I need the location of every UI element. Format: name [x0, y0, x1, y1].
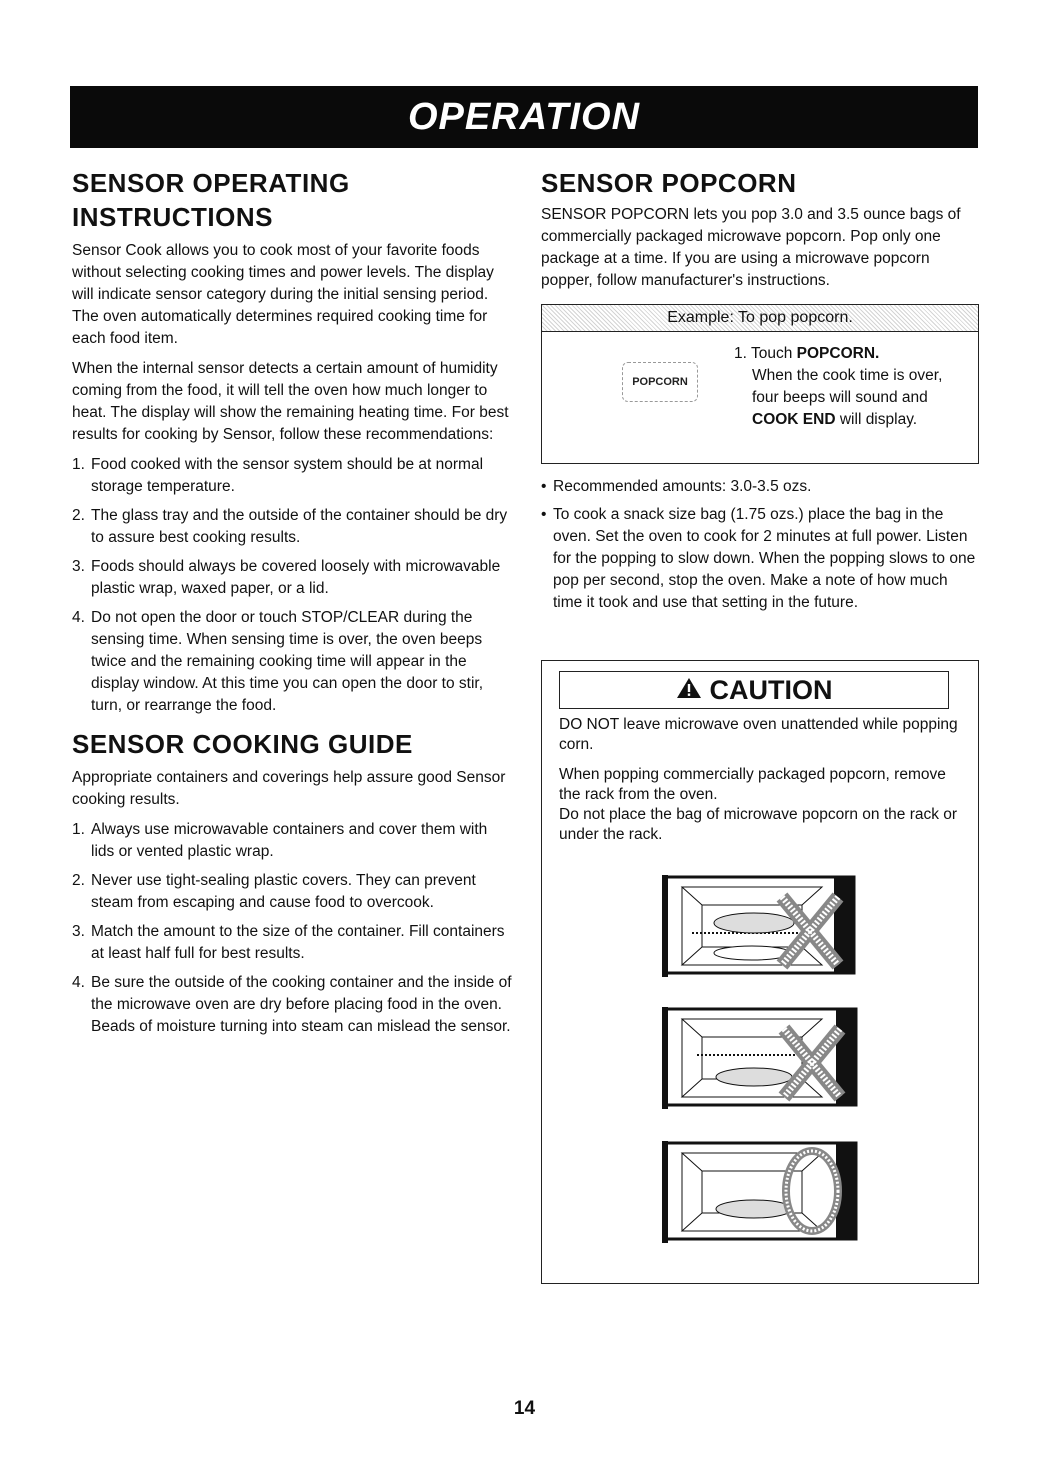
- item-number: 4.: [72, 974, 85, 991]
- list-item: • To cook a snack size bag (1.75 ozs.) place the bag in the oven. Set the oven to cook for 2 minutes at full power. Listen for the popping to slow down. When the popping slows to one pop per second, stop the oven. Make a note of how much time it took and use that setting in the future.: [541, 504, 979, 614]
- step-touch: Touch: [750, 345, 793, 362]
- item-text: Always use microwavable containers and cover them with lids or vented plastic wrap.: [91, 821, 488, 860]
- cooking-guide-list: [72, 819, 512, 1038]
- sensor-instructions-intro: Sensor Cook allows you to cook most of your favorite foods without selecting cooking times and power levels. The display will indicate sensor category during the initial sensing period. The oven automatically determines required cooking time for each food item.: [72, 242, 494, 347]
- step-number: 1.: [734, 345, 747, 362]
- list-item: [72, 556, 512, 600]
- item-text: Be sure the outside of the cooking container and the inside of the microwave oven are dry before placing food in the oven. Beads of moisture turning into steam can mislead the sensor.: [91, 974, 512, 1035]
- cooking-guide-intro: Appropriate containers and coverings help assure good Sensor cooking results.: [72, 769, 506, 808]
- list-item: [72, 819, 512, 863]
- microwave-rack-removed-illustration: [662, 1141, 862, 1243]
- caution-text: [559, 715, 959, 855]
- caution-title: CAUTION: [709, 675, 833, 705]
- caution-paragraph: When popping commercially packaged popcorn, remove the rack from the oven.: [559, 766, 946, 803]
- item-text: Food cooked with the sensor system should be at normal storage temperature.: [91, 456, 484, 495]
- example-header: Example: To pop popcorn.: [542, 305, 978, 332]
- microwave-bag-under-rack-illustration: [662, 1007, 862, 1109]
- item-text: Foods should always be covered loosely with microwavable plastic wrap, waxed paper, or a lid.: [91, 558, 501, 597]
- item-number: 2.: [72, 507, 85, 524]
- sensor-instructions-list: [72, 454, 512, 717]
- sensor-instructions-intro-2: When the internal sensor detects a certain amount of humidity coming from the food, it will tell the oven how much longer to heat. The display will show the remaining heating time. For best results for cooking by Sensor, follow these recommendations:: [72, 360, 509, 443]
- list-item: [72, 972, 512, 1038]
- right-column: [541, 166, 979, 843]
- microwave-bag-on-rack-illustration: [662, 875, 862, 977]
- popcorn-intro: SENSOR POPCORN lets you pop 3.0 and 3.5 ounce bags of commercially packaged microwave popcorn. Pop only one package at a time. If you are using a microwave popcorn popper, follow manufacturer's instructions.: [541, 206, 961, 289]
- step-line: four beeps will sound and: [752, 389, 928, 406]
- step-key-cook-end: COOK END: [752, 411, 836, 428]
- warning-icon: [676, 677, 702, 699]
- list-item: [72, 921, 512, 965]
- popcorn-title: SENSOR POPCORN: [541, 168, 797, 198]
- list-item: [72, 505, 512, 549]
- step-line: will display.: [839, 411, 918, 428]
- cooking-guide-title: SENSOR COOKING GUIDE: [72, 729, 413, 759]
- popcorn-bullets: [541, 476, 979, 614]
- caution-paragraph: DO NOT leave microwave oven unattended while popping corn.: [559, 716, 958, 753]
- item-number: 1.: [72, 456, 85, 473]
- item-text: The glass tray and the outside of the container should be dry to assure best cooking results.: [91, 507, 508, 546]
- item-number: 3.: [72, 558, 85, 575]
- step-key: POPCORN.: [796, 345, 880, 362]
- item-number: 2.: [72, 872, 85, 889]
- example-steps: [734, 343, 942, 431]
- item-text: Match the amount to the size of the container. Fill containers at least half full for best results.: [91, 923, 505, 962]
- sensor-instructions-title: SENSOR OPERATING INSTRUCTIONS: [72, 168, 350, 232]
- item-text: Do not open the door or touch STOP/CLEAR during the sensing time. When sensing time is over, the oven beeps twice and the remaining cooking time will appear in the display window. At this time you can open the door to stir, turn, or rearrange the food.: [91, 609, 484, 714]
- item-number: 4.: [72, 609, 85, 626]
- list-item: [72, 454, 512, 498]
- item-number: 1.: [72, 821, 85, 838]
- item-text: Never use tight-sealing plastic covers. They can prevent steam from escaping and cause food to overcook.: [91, 872, 476, 911]
- step-line: When the cook time is over,: [752, 367, 943, 384]
- popcorn-key-illustration: POPCORN: [622, 362, 698, 402]
- page-title: OPERATION: [407, 96, 641, 138]
- page-number: 14: [513, 1398, 536, 1419]
- caution-header: [559, 671, 949, 709]
- item-number: 3.: [72, 923, 85, 940]
- example-box: [541, 304, 979, 464]
- caution-paragraph: Do not place the bag of microwave popcorn on the rack or under the rack.: [559, 806, 958, 843]
- list-item: [72, 870, 512, 914]
- left-column: [72, 166, 512, 1045]
- caution-box: [541, 660, 979, 1284]
- list-item: [72, 607, 512, 717]
- list-item: • Recommended amounts: 3.0-3.5 ozs.: [541, 476, 979, 498]
- section-banner: [70, 86, 978, 148]
